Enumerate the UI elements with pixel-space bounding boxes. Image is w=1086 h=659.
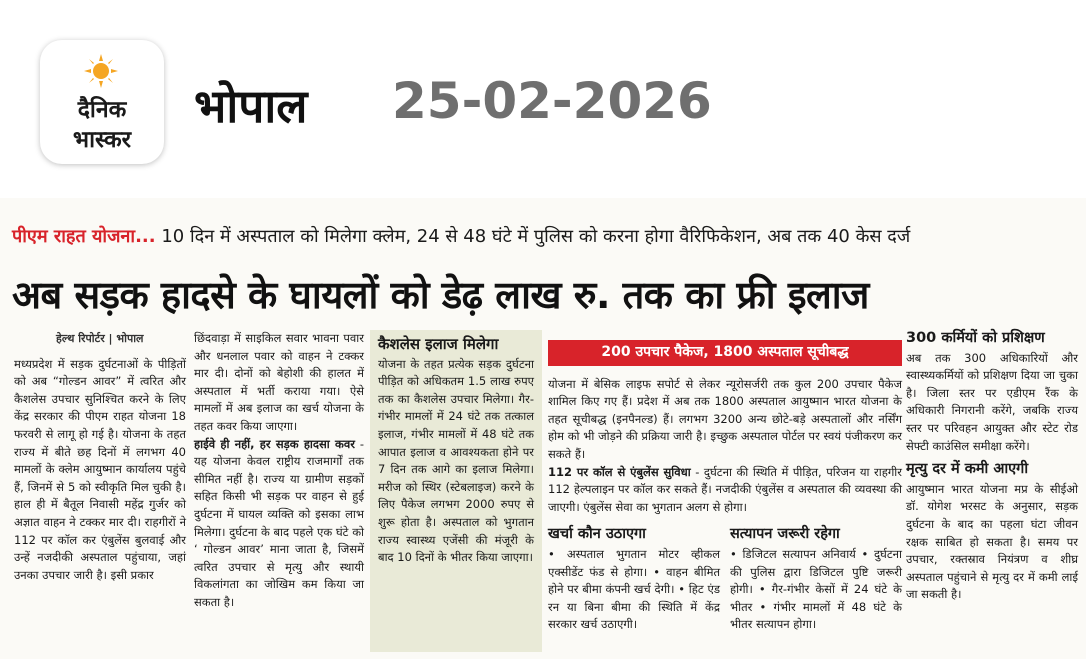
app-header <box>0 0 1086 190</box>
mortality-subhead: मृत्यु दर में कमी आएगी <box>906 461 1029 478</box>
cost-text: • अस्पताल भुगतान मोटर व्हीकल एक्सीडेंट फंड से होगा। • वाहन बीमित होने पर बीमा कंपनी खर्च देगी। • हिट एंड रन या बिना बीमा की स्थिति में केंद्र सरकार खर्च उठाएगी। <box>548 546 720 632</box>
headline: अब सड़क हादसे के घायलों को डेढ़ लाख रु. तक का फ्री इलाज <box>12 273 869 317</box>
city-title: भोपाल <box>194 79 308 133</box>
column-4-split <box>548 520 902 634</box>
column-2-subhead: हाईवे ही नहीं, हर सड़क हादसा कवर <box>194 436 355 451</box>
cashless-box <box>370 330 542 652</box>
logo-line-1: दैनिक <box>77 97 127 123</box>
kicker-line <box>12 224 1082 248</box>
verification-text: • डिजिटल सत्यापन अनिवार्य • दुर्घटना की पुलिस द्वारा डिजिटल पुष्टि जरूरी होगी। • गैर-गंभीर केसों में 24 घंटे के भीतर • गंभीर मामलों में 48 घंटे के भीतर सत्यापन होगा। <box>730 546 902 632</box>
column-4-text: योजना में बेसिक लाइफ सपोर्ट से लेकर न्यूरोसर्जरी तक कुल 200 उपचार पैकेज शामिल किए गए हैं। प्रदेश में अब तक 1800 अस्पताल आयुष्मान भारत योजना के तहत सूचीबद्ध (इनपैनल्ड) हैं। लगभग 3200 अन्य छोटे-बड़े अस्पतालों और नर्सिंग होम को भी जोड़ने की प्रक्रिया जारी है। इच्छुक अस्पताल पोर्टल पर स्वयं पंजीकरण कर सकते हैं। <box>548 376 902 461</box>
news-clipping <box>0 198 1086 659</box>
kicker-text: 10 दिन में अस्पताल को मिलेगा क्लेम, 24 से 48 घंटे में पुलिस को करना होगा वैरिफिकेशन, अब तक 40 केस दर्ज <box>161 226 911 247</box>
sun-icon <box>84 54 118 88</box>
kicker-label: पीएम राहत योजना... <box>12 226 156 247</box>
cashless-box-text: योजना के तहत प्रत्येक सड़क दुर्घटना पीड़ित को अधिकतम 1.5 लाख रुपए तक का कैशलेस उपचार मिलेगा। गैर-गंभीर मामलों में 24 घंटे तक तत्काल इलाज, गंभीर मामलों में 48 घंटे तक आपात इलाज व आवश्यकता होने पर 7 दिन तक आगे का इलाज मिलेगा। मरीज को स्थिर (स्टेबलाइज) करने के लिए पैकेज लगभग 2000 रुपए से शुरू होता है। अस्पताल को भुगतान राज्य स्वास्थ्य एजेंसी की मंजूरी के बाद 10 दिनों के भीतर किया जाएगा। <box>378 356 534 565</box>
cost-section <box>548 520 720 634</box>
column-5 <box>906 330 1078 604</box>
packages-banner: 200 उपचार पैकेज, 1800 अस्पताल सूचीबद्ध <box>548 340 902 366</box>
column-1-text: मध्यप्रदेश में सड़क दुर्घटनाओं के पीड़ितों को अब “गोल्डन आवर” में त्वरित और कैशलेस उपचार सुनिश्चित करने के लिए केंद्र सरकार की पीएम राहत योजना 18 फरवरी से लागू हो गई है। योजना के तहत राज्य में बीते छह दिनों में लगभग 40 मामलों के क्लेम आयुष्मान कार्यालय पहुंचे हैं, जिनमें से 5 को स्वीकृति मिल चुकी है। हाल ही में बैतूल निवासी महेंद्र गुर्जर को अज्ञात वाहन ने टक्कर मार दी। राहगीरों ने 112 पर कॉल कर एंबुलेंस बुलवाई और उन्हें नजदीकी अस्पताल पहुंचाया, जहां उनका उपचार जारी है। इसी प्रकार <box>14 356 186 582</box>
column-2 <box>194 330 364 612</box>
ambulance-text: - दुर्घटना की स्थिति में पीड़ित, परिजन या राहगीर 112 हेल्पलाइन पर कॉल कर सकते हैं। नजदीकी एंबुलेंस व अस्पताल की व्यवस्था की जाएगी। एंबुलेंस सेवा का भुगतान अलग से होगा। <box>548 464 902 514</box>
training-text: अब तक 300 अधिकारियों और स्वास्थ्यकर्मियों को प्रशिक्षण दिया जा चुका है। जिला स्तर पर एडीएम रैंक के अधिकारी निगरानी करेंगे, जबकि राज्य स्तर पर परिवहन आयुक्त और स्टेट रोड सेफ्टी काउंसिल समीक्षा करेंगे। <box>906 350 1078 453</box>
column-4 <box>548 330 902 634</box>
cashless-box-title: कैशलेस इलाज मिलेगा <box>378 335 499 353</box>
cost-subhead: खर्चा कौन उठाएगा <box>548 526 646 543</box>
column-1 <box>14 330 186 584</box>
dainik-bhaskar-logo[interactable] <box>40 40 164 164</box>
verification-section <box>730 520 902 634</box>
column-2-text-a: छिंदवाड़ा में साइकिल सवार भावना पवार और धनलाल पवार को वाहन ने टक्कर मार दी। दोनों को बेहोशी की हालत में अस्पताल में भर्ती कराया गया। ऐसे मामलों में अब इलाज का खर्च योजना के तहत कवर किया जाएगा। <box>194 331 364 433</box>
ambulance-subhead: 112 पर कॉल से एंबुलेंस सुविधा <box>548 464 691 479</box>
verification-subhead: सत्यापन जरूरी रहेगा <box>730 526 840 543</box>
edition-date: 25-02-2026 <box>392 72 712 130</box>
byline: हेल्थ रिपोर्टर | भोपाल <box>56 332 144 345</box>
training-subhead: 300 कर्मियों को प्रशिक्षण <box>906 330 1045 346</box>
column-2-text-b: - यह योजना केवल राष्ट्रीय राजमार्गों तक सीमित नहीं है। राज्य या ग्रामीण सड़कों सहित किसी भी सड़क पर वाहन से हुई दुर्घटना में घायल व्यक्ति को इसका लाभ मिलेगा। दुर्घटना के बाद पहले एक घंटे को ‘ गोल्डन आवर’ माना जाता है, जिसमें त्वरित उपचार से मृत्यु और स्थायी विकलांगता का जोखिम कम किया जा सकता है। <box>194 436 365 609</box>
logo-line-2: भास्कर <box>72 127 132 153</box>
mortality-text: आयुष्मान भारत योजना मप्र के सीईओ डॉ. योगेश भरसट के अनुसार, सड़क दुर्घटना के बाद का पहला घंटा जीवन रक्षक साबित हो सकता है। समय पर उपचार, रक्तस्राव नियंत्रण व शीघ्र अस्पताल पहुंचाने से मृत्यु दर में कमी लाई जा सकती है। <box>906 481 1078 602</box>
